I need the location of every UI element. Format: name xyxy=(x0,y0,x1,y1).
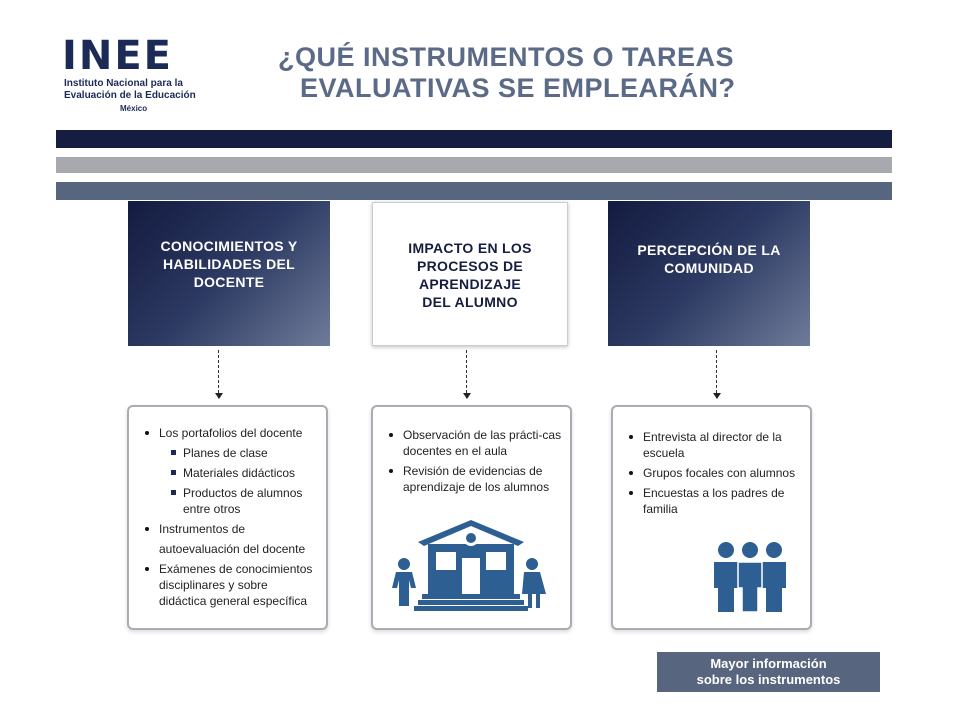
arrow-comunidad xyxy=(716,350,717,398)
list-subitem xyxy=(143,485,318,517)
category-docente xyxy=(128,201,330,346)
inee-logo xyxy=(56,30,196,120)
navy-stripe xyxy=(56,130,892,148)
list-subitem: Materiales didácticos xyxy=(143,465,318,481)
category-docente-label: CONOCIMIENTOS Y HABILIDADES DEL DOCENTE xyxy=(160,238,298,290)
category-impacto xyxy=(372,202,568,346)
list-item: Observación de las prácti-cas docentes en el aula xyxy=(387,427,562,459)
logo-line-2: Evaluación de la Educación xyxy=(64,90,196,101)
gray-stripe xyxy=(56,157,892,173)
more-info-line-1: Mayor información xyxy=(710,656,827,671)
category-impacto-label: IMPACTO EN LOS PROCESOS DE APRENDIZAJE DEL ALUMNO xyxy=(408,240,532,310)
card-docente xyxy=(127,405,328,630)
list-item: Exámenes de conocimientos disciplinares y sobre didáctica general específica xyxy=(143,561,318,609)
slate-stripe xyxy=(56,182,892,200)
list-item: Revisión de evidencias de aprendizaje de los alumnos xyxy=(387,463,562,495)
comunidad-list xyxy=(627,429,802,517)
item-line: autoevaluación del docente xyxy=(159,542,306,556)
list-item xyxy=(143,521,318,557)
impacto-list xyxy=(387,427,562,495)
list-item: Entrevista al director de la escuela xyxy=(627,429,802,461)
list-item: Encuestas a los padres de familia xyxy=(627,485,802,517)
category-comunidad-label: PERCEPCIÓN DE LA COMUNIDAD xyxy=(637,242,781,276)
item-line: Instrumentos de xyxy=(159,522,246,536)
subitem-line: Productos de alumnos xyxy=(183,486,303,500)
logo-word: INEE xyxy=(62,33,174,79)
title-line-1: ¿QUÉ INSTRUMENTOS O TAREAS xyxy=(278,42,735,72)
docente-list xyxy=(143,425,318,609)
more-info-line-2: sobre los instrumentos xyxy=(696,672,841,687)
group-of-people-icon xyxy=(712,540,788,612)
list-item: Grupos focales con alumnos xyxy=(627,465,802,481)
list-subitem: Planes de clase xyxy=(143,445,318,461)
subitem-line: entre otros xyxy=(183,502,241,516)
more-info-button[interactable] xyxy=(657,652,880,692)
logo-country: México xyxy=(120,104,148,113)
list-item: Los portafolios del docente xyxy=(143,425,318,441)
school-with-students-icon xyxy=(386,518,556,614)
arrow-impacto xyxy=(466,350,467,398)
logo-line-1: Instituto Nacional para la xyxy=(64,78,183,89)
title-line-2: EVALUATIVAS SE EMPLEARÁN? xyxy=(300,73,736,103)
page-title xyxy=(278,42,838,104)
category-comunidad xyxy=(608,201,810,346)
arrow-docente xyxy=(218,350,219,398)
